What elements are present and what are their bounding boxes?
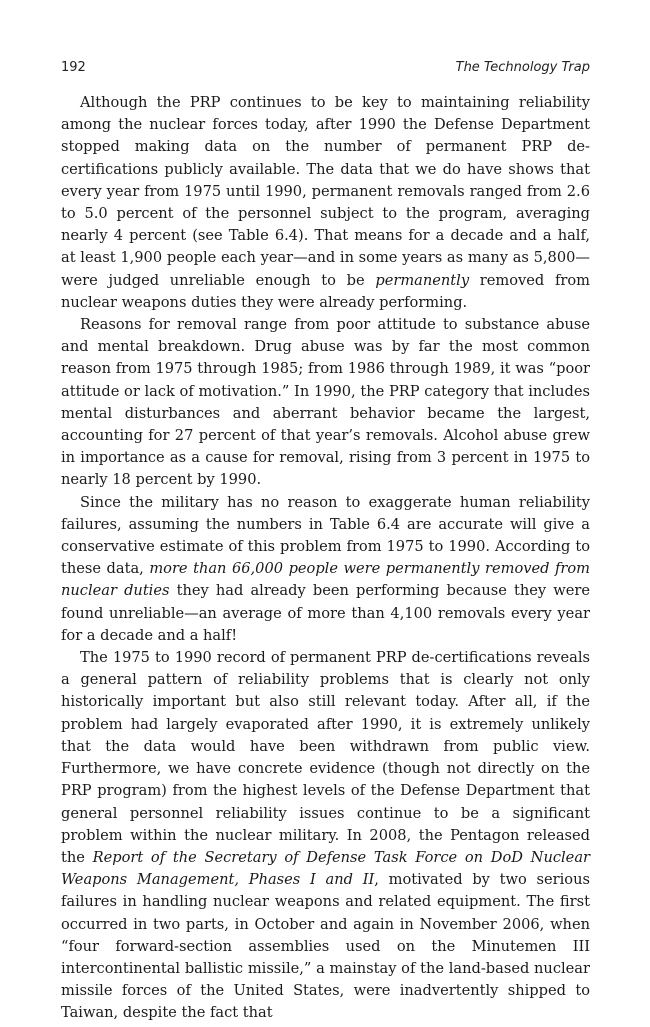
text-run: Reasons for removal range from poor attitude to substance abuse and mental breakdown. Drug abuse was by far the most common reason from 1975 through 1985; from 1986 through 1989, it was “poor attitude or lack of motivation.” In 1990, the PRP category that includes mental disturbances and aberrant behavior became the largest, accounting for 27 percent of that year’s removals. Alcohol abuse grew in importance as a cause for removal, rising from 3 percent in 1975 to nearly 18 percent by 1990. [61,316,590,489]
paragraph-2 [61,314,590,492]
text-run: Since the military has no reason to exaggerate human reliability failures, assuming the numbers in Table 6.4 are accurate will give a conservative estimate of this problem from 1975 to 1990. According to these data, [61,493,590,578]
text-run: removed from nuclear weapons duties they were already performing. [61,271,590,311]
paragraph-3 [61,492,590,647]
book-title: The Technology Trap [455,60,590,75]
paragraph-4 [61,647,590,1024]
emphasis-text: more than 66,000 people were permanently removed from nuclear duties [61,560,590,600]
body-text [61,92,590,1025]
text-run: The 1975 to 1990 record of permanent PRP de-certifications reveals a general pattern of reliability problems that is clearly not only historically important but also still relevant today. After all, if the problem had largely evaporated after 1990, it is extremely unlikely that the data would have been withdrawn from public view. Furthermore, we have concrete evidence (though not directly on the PRP program) from the highest levels of the Defense Department that general personnel reliability issues continue to be a significant problem within the nuclear military. In 2008, the Pentagon released the [61,649,590,866]
running-head [61,60,590,78]
emphasis-text: permanently [375,271,470,289]
text-run: , motivated by two serious failures in handling nuclear weapons and related equipment. The first occurred in two parts, in October and again in November 2006, when “four forward-section assemblies used on the Minutemen III intercontinental ballistic missile,” a mainstay of the land-based nuclear missile forces of the United States, were inadvertently shipped to Taiwan, despite the fact that [61,871,590,1022]
paragraph-1 [61,92,590,314]
page-number: 192 [61,60,86,75]
report-title: Report of the Secretary of Defense Task Force on DoD Nuclear Weapons Management, Phases I and II [61,848,590,889]
text-run: Although the PRP continues to be key to maintaining reliability among the nuclear forces today, after 1990 the Defense Department stopped making data on the number of permanent PRP de-certifications publicly available. The data that we do have shows that every year from 1975 until 1990, permanent removals ranged from 2.6 to 5.0 percent of the personnel subject to the program, averaging nearly 4 percent (see Table 6.4). That means for a decade and a half, at least 1,900 people each year—and in some years as many as 5,800—were judged unreliable enough to be [61,94,590,289]
text-run: they had already been performing because they were found unreliable—an average of more than 4,100 removals every year for a decade and a half! [61,582,590,644]
